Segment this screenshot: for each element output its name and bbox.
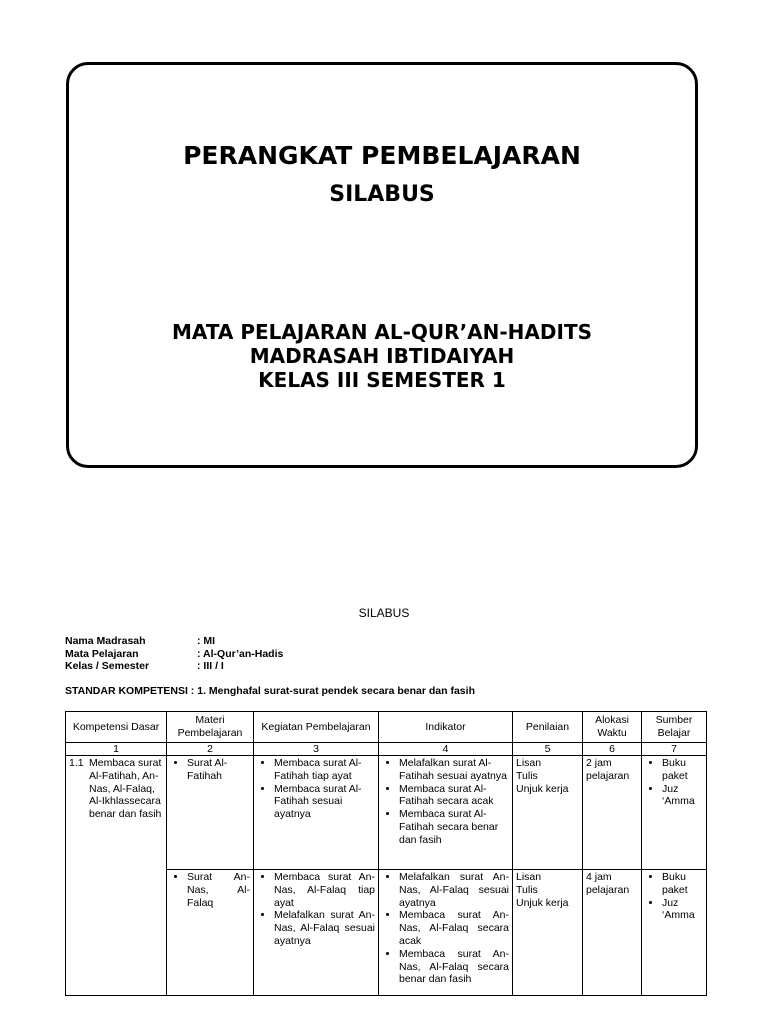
list-item: • Melafalkan surat Al-Fatihah sesuai ayatnya xyxy=(399,757,509,783)
column-number: 7 xyxy=(642,743,707,756)
list-item: • Membaca surat An-Nas, Al-Falaq tiap ayat xyxy=(274,871,375,909)
cover-class-line: KELAS III SEMESTER 1 xyxy=(258,368,506,392)
identity-value: : III / I xyxy=(197,660,224,672)
kd-number: 1.1 xyxy=(69,757,84,769)
identity-label: Nama Madrasah xyxy=(65,635,146,647)
penilaian-item: Lisan xyxy=(516,757,542,769)
list-item: • Juz ‘Amma xyxy=(662,897,703,923)
cover-title: PERANGKAT PEMBELAJARAN xyxy=(183,141,581,170)
column-header: Indikator xyxy=(379,712,513,743)
list-item: • Buku paket xyxy=(662,871,703,897)
column-number: 6 xyxy=(583,743,642,756)
list-item: • Juz ‘Amma xyxy=(662,783,703,809)
penilaian-item: Lisan xyxy=(516,871,542,883)
penilaian-item: Unjuk kerja xyxy=(516,896,569,909)
identity-row xyxy=(65,635,283,648)
list-item: • Surat Al-Fatihah xyxy=(187,757,250,783)
list-item: • Membaca surat Al-Fatihah sesuai ayatnya xyxy=(274,783,375,821)
syllabus-table xyxy=(65,711,707,996)
cover-school-line: MADRASAH IBTIDAIYAH xyxy=(249,344,515,368)
column-number: 5 xyxy=(513,743,583,756)
cover-subtitle: SILABUS xyxy=(329,182,435,207)
alokasi-cell: 4 jam pelajaran xyxy=(583,870,642,996)
table-row xyxy=(66,756,707,870)
list-item: • Membaca surat An-Nas, Al-Falaq secara acak xyxy=(399,909,509,947)
identity-label: Mata Pelajaran xyxy=(65,647,139,660)
list-item: • Membaca surat Al-Fatihah tiap ayat xyxy=(274,757,375,783)
cover-subject-line: MATA PELAJARAN AL-QUR’AN-HADITS xyxy=(172,320,592,344)
identity-label: Kelas / Semester xyxy=(65,660,150,672)
list-item: • Membaca surat Al-Fatihah secara acak xyxy=(399,783,509,809)
cover-subject-block xyxy=(69,320,695,392)
kegiatan-cell xyxy=(254,870,379,996)
materi-cell xyxy=(167,870,254,996)
list-item: • Melafalkan surat An-Nas, Al-Falaq sesuai ayatnya xyxy=(274,909,375,947)
column-number-row xyxy=(66,743,707,756)
column-header: Penilaian xyxy=(513,712,583,743)
alokasi-cell: 2 jam pelajaran xyxy=(583,756,642,870)
column-header: Alokasi Waktu xyxy=(583,712,642,743)
penilaian-cell xyxy=(513,756,583,870)
identity-block xyxy=(65,635,283,673)
penilaian-item: Tulis xyxy=(516,883,538,896)
sumber-cell xyxy=(642,756,707,870)
kegiatan-cell xyxy=(254,756,379,870)
list-item: • Surat An-Nas, Al-Falaq xyxy=(187,871,250,909)
column-number: 4 xyxy=(379,743,513,756)
kompetensi-dasar-cell xyxy=(66,756,167,996)
document-title: SILABUS xyxy=(358,606,410,620)
list-item: • Melafalkan surat An-Nas, Al-Falaq sesuai ayatnya xyxy=(399,871,509,909)
standar-kompetensi: STANDAR KOMPETENSI : 1. Menghafal surat-surat pendek secara benar dan fasih xyxy=(65,685,475,697)
column-number: 2 xyxy=(167,743,254,756)
column-number: 3 xyxy=(254,743,379,756)
list-item: • Membaca surat Al-Fatihah secara benar dan fasih xyxy=(399,808,509,846)
indikator-cell xyxy=(379,870,513,996)
table-header-row xyxy=(66,712,707,743)
column-header: Kompetensi Dasar xyxy=(66,712,167,743)
column-number: 1 xyxy=(66,743,167,756)
column-header: Materi Pembelajaran xyxy=(167,712,254,743)
cover-box xyxy=(66,62,698,468)
list-item: • Membaca surat An-Nas, Al-Falaq secara benar dan fasih xyxy=(399,948,509,986)
penilaian-item: Unjuk kerja xyxy=(516,782,569,795)
column-header: Kegiatan Pembelajaran xyxy=(254,712,379,743)
sumber-cell xyxy=(642,870,707,996)
column-header: Sumber Belajar xyxy=(642,712,707,743)
list-item: • Buku paket xyxy=(662,757,703,783)
identity-value: : Al-Qur’an-Hadis xyxy=(197,647,284,660)
indikator-cell xyxy=(379,756,513,870)
penilaian-item: Tulis xyxy=(516,769,538,782)
penilaian-cell xyxy=(513,870,583,996)
identity-row xyxy=(65,648,283,661)
kd-text: Membaca surat Al-Fatihah, An-Nas, Al-Falaq, Al-Ikhlassecara benar dan fasih xyxy=(89,757,162,821)
identity-value: : MI xyxy=(197,635,216,647)
materi-cell xyxy=(167,756,254,870)
identity-row xyxy=(65,660,283,673)
